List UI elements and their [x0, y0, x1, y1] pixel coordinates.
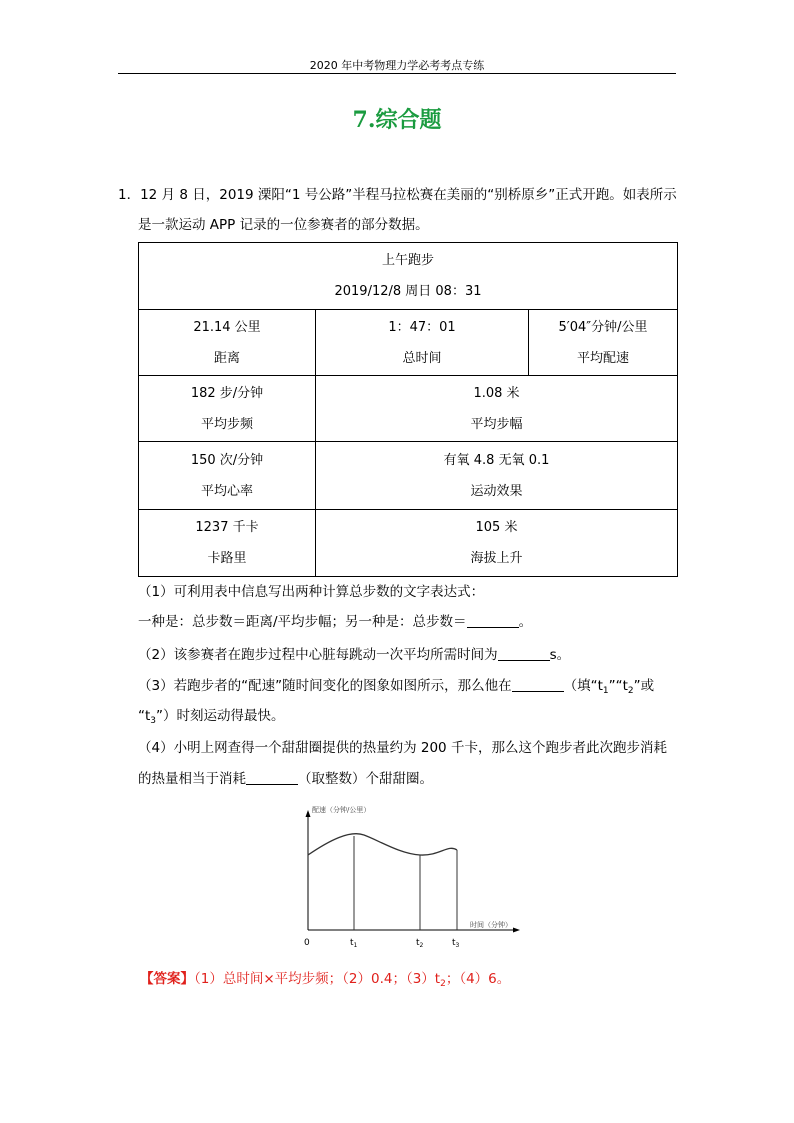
part-3-text: （3）若跑步者的“配速”随时间变化的图象如图所示，那么他在 — [138, 678, 512, 694]
part-3-option-text: （填“t — [563, 678, 603, 694]
subscript: 2 — [627, 686, 634, 696]
part-3-end: ”）时刻运动得最快。 — [156, 708, 285, 724]
header-divider — [118, 73, 676, 74]
table-cell — [139, 442, 316, 510]
y-axis-arrow — [306, 810, 311, 817]
table-title: 上午跑步 — [381, 253, 434, 268]
tick-subscript: 2 — [419, 942, 424, 949]
table-cell — [316, 442, 678, 510]
table-cell — [316, 376, 678, 442]
page-header: 2020 年中考物理力学必考考点专练 — [309, 59, 485, 72]
subscript: 2 — [440, 979, 446, 989]
graph-xlabel: 时间（分钟） — [470, 921, 512, 929]
part-1-prompt: （1）可利用表中信息写出两种计算总步数的文字表达式： — [138, 584, 485, 600]
tick-label-t1 — [350, 938, 358, 949]
cell-value: 105 米 — [475, 520, 518, 535]
pace-curve — [308, 834, 457, 855]
tick-letter: t — [452, 938, 456, 948]
part-3-option-text: ”“t — [608, 678, 628, 694]
part-2-end: s。 — [549, 647, 571, 663]
cell-label: 平均步幅 — [470, 416, 523, 432]
x-axis-arrow — [513, 928, 520, 933]
graph-ylabel: 配速（分钟/公里） — [312, 806, 371, 814]
tick-subscript: 1 — [353, 942, 358, 949]
answer-line — [140, 967, 510, 987]
table-cell — [139, 510, 316, 577]
cell-label: 卡路里 — [207, 551, 247, 566]
cell-value: 1：47：01 — [388, 319, 456, 335]
question-line-1: 1．12 月 8 日，2019 溧阳“1 号公路”半程马拉松赛在美丽的“别桥原乡”正式开跑。如表所示 — [118, 187, 677, 203]
cell-label: 距离 — [213, 350, 240, 366]
part-1-text: 一种是：总步数＝距离/平均步幅；另一种是：总步数＝ — [138, 614, 467, 630]
question-line-2: 是一款运动 APP 记录的一位参赛者的部分数据。 — [138, 217, 429, 233]
answer-blank — [467, 613, 519, 628]
table-cell — [316, 310, 529, 376]
answer-blank — [246, 770, 298, 785]
table-cell — [139, 310, 316, 376]
table-header-cell — [139, 243, 678, 310]
cell-label: 平均步频 — [200, 416, 253, 432]
cell-label: 海拔上升 — [470, 551, 523, 566]
part-4-text: 的热量相当于消耗 — [138, 771, 246, 787]
pace-time-graph — [290, 800, 530, 952]
table-cell — [139, 376, 316, 442]
cell-label: 运动效果 — [470, 483, 523, 499]
part-4-end: （取整数）个甜甜圈。 — [298, 771, 433, 787]
subscript: 3 — [150, 716, 157, 726]
cell-value: 5′04″分钟/公里 — [558, 319, 648, 335]
cell-label: 总时间 — [402, 350, 442, 366]
answer-blank — [498, 646, 550, 661]
answer-tag: 【答案】 — [140, 971, 194, 987]
cell-value: 1237 千卡 — [195, 520, 259, 535]
part-3-line-2 — [138, 706, 285, 726]
part-3-option-text: ”或 — [633, 678, 655, 694]
tick-letter: t — [416, 938, 420, 948]
cell-value: 有氧 4.8 无氧 0.1 — [443, 452, 550, 468]
tick-label-t3 — [452, 938, 460, 949]
part-1-line — [138, 612, 532, 632]
table-date: 2019/12/8 周日 08：31 — [334, 284, 482, 299]
section-title: 7.综合题 — [352, 107, 442, 133]
part-4-line-1: （4）小明上网查得一个甜甜圈提供的热量约为 200 千卡，那么这个跑步者此次跑步消耗 — [138, 740, 667, 756]
cell-value: 1.08 米 — [473, 385, 520, 401]
running-data-table — [138, 242, 678, 577]
cell-value: 21.14 公里 — [193, 319, 261, 335]
cell-value: 182 步/分钟 — [190, 385, 264, 401]
subscript: 1 — [602, 686, 609, 696]
part-4-line-2 — [138, 769, 433, 789]
part-3-line — [138, 676, 654, 696]
tick-label-t2 — [416, 938, 424, 949]
tick-subscript: 3 — [455, 942, 460, 949]
cell-label: 平均心率 — [200, 483, 253, 499]
table-cell — [316, 510, 678, 577]
cell-label: 平均配速 — [576, 350, 629, 366]
table-cell — [529, 310, 678, 376]
answer-text-end: ；（4）6。 — [445, 971, 511, 987]
origin-label: 0 — [304, 938, 310, 948]
part-2-line — [138, 645, 570, 665]
part-3-option-text: “t — [138, 708, 151, 724]
part-1-end: 。 — [518, 614, 533, 630]
answer-blank — [512, 677, 564, 692]
part-2-text: （2）该参赛者在跑步过程中心脏每跳动一次平均所需时间为 — [138, 647, 498, 663]
tick-letter: t — [350, 938, 354, 948]
cell-value: 150 次/分钟 — [190, 452, 264, 468]
answer-text: （1）总时间×平均步频；（2）0.4；（3）t — [194, 971, 441, 987]
